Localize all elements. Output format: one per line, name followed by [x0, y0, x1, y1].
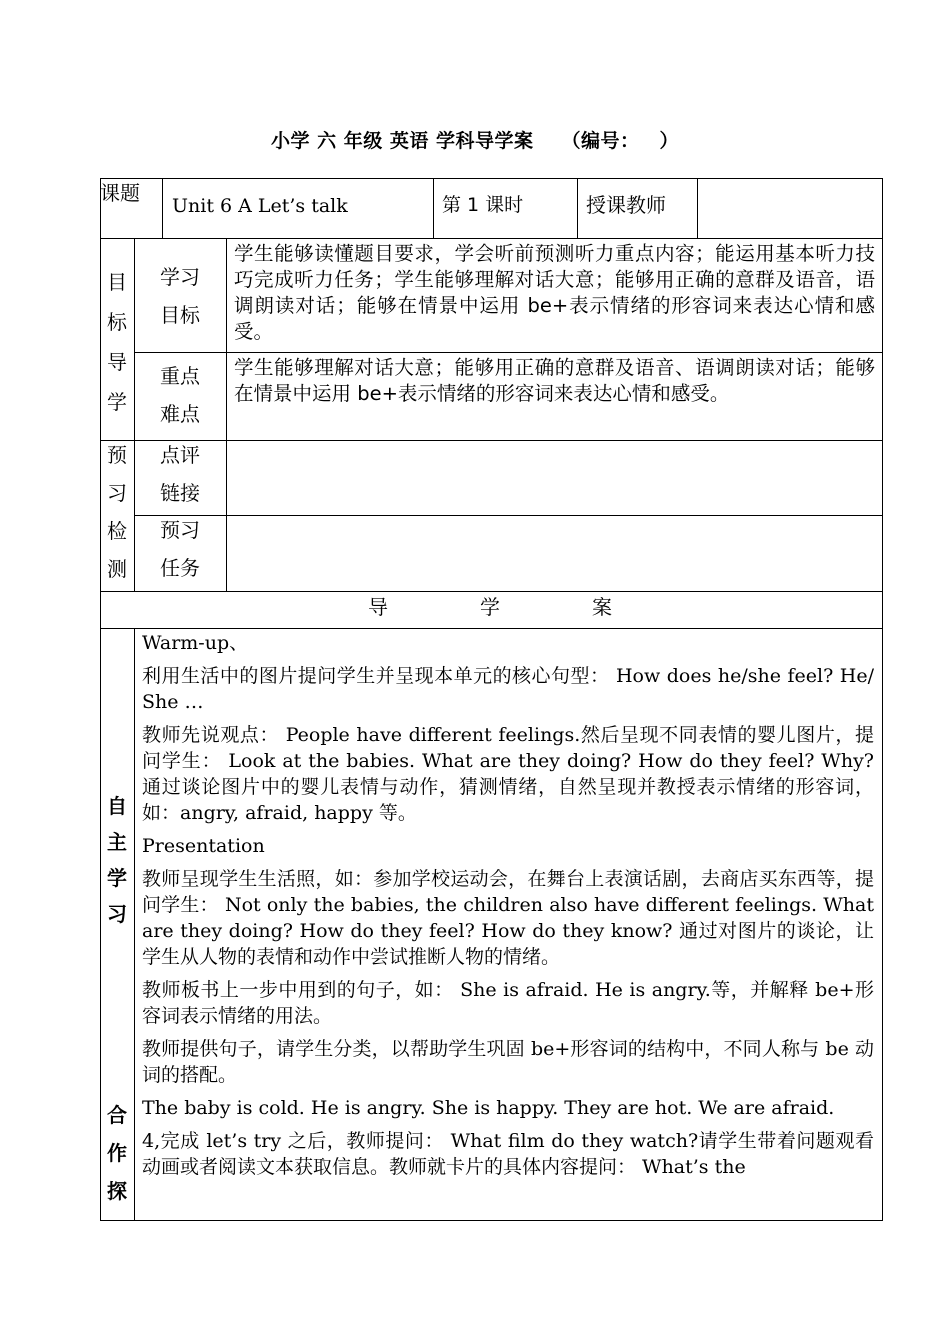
guide-header-char-1: 导 [368, 595, 388, 619]
study-paragraph: 教师先说观点： People have different feelings.然后呈现不同表情的婴儿图片，提问学生： Look at the babies. What are they doing? How do they feel? Why?通过谈论图片中的婴儿表情与动作，猜测情绪，自然呈现并教授表示情绪的形容词，如：angry, afraid, happy 等。 [142, 724, 874, 824]
study-content [142, 630, 874, 1220]
goals-section-label: 目 标 导 学 [107, 270, 127, 414]
lesson-topic-label: 课题 [100, 181, 140, 205]
lesson-title: Unit 6 A Let’s talk [172, 195, 348, 217]
study-paragraph: Presentation [142, 835, 265, 857]
key-points-text: 学生能够理解对话大意；能够用正确的意群及语音、语调朗读对话；能够在情景中运用 be+表示情绪的形容词来表达心情和感受。 [234, 356, 875, 405]
document-title [0, 126, 950, 153]
learning-goals-label: 学习 目标 [160, 265, 200, 327]
preview-section-label: 预 习 检 测 [107, 443, 127, 581]
study-paragraph: 4,完成 let’s try 之后，教师提问： What film do they watch?请学生带着问题观看动画或者阅读文本获取信息。教师就卡片的具体内容提问： What’s the [142, 1130, 874, 1178]
study-paragraph: Warm-up、 [142, 632, 249, 654]
study-paragraph: 教师呈现学生生活照，如：参加学校运动会，在舞台上表演话剧，去商店买东西等，提问学生： Not only the babies, the children also have different feelings. What are they doing? How do they feel? How do they know? 通过对图片的谈论，让学生从人物的表情和动作中尝试推断人物的情绪。 [142, 868, 874, 968]
key-points-label: 重点 难点 [160, 364, 200, 426]
comment-link-label: 点评 链接 [160, 443, 200, 505]
title-main: 小学 六 年级 英语 学科导学案 [271, 130, 534, 152]
title-number-close: ） [659, 130, 679, 152]
study-paragraph: The baby is cold. He is angry. She is happy. They are hot. We are afraid. [142, 1097, 835, 1119]
self-study-label: 自 主 学 习 [107, 794, 127, 926]
study-paragraph: 利用生活中的图片提问学生并呈现本单元的核心句型： How does he/she feel? He/ She … [142, 665, 874, 713]
guide-header-char-3: 案 [592, 595, 612, 619]
lesson-period: 第 1 课时 [442, 194, 524, 216]
cooperation-label: 合 作 探 [107, 1103, 127, 1203]
title-number-label: （编号： [561, 130, 640, 152]
learning-goals-text: 学生能够读懂题目要求，学会听前预测听力重点内容；能运用基本听力技巧完成听力任务；学生能够理解对话大意；能够用正确的意群及语音，语调朗读对话；能够在情景中运用 be+表示情绪的形容词来表达心情和感受。 [234, 242, 875, 343]
study-paragraph: 教师板书上一步中用到的句子，如： She is afraid. He is angry.等，并解释 be+形容词表示情绪的用法。 [142, 979, 874, 1027]
teacher-label: 授课教师 [586, 193, 666, 217]
guide-header-char-2: 学 [480, 595, 500, 619]
preview-task-label: 预习 任务 [160, 518, 200, 580]
study-paragraph: 教师提供句子，请学生分类，以帮助学生巩固 be+形容词的结构中，不同人称与 be 动词的搭配。 [142, 1038, 874, 1086]
